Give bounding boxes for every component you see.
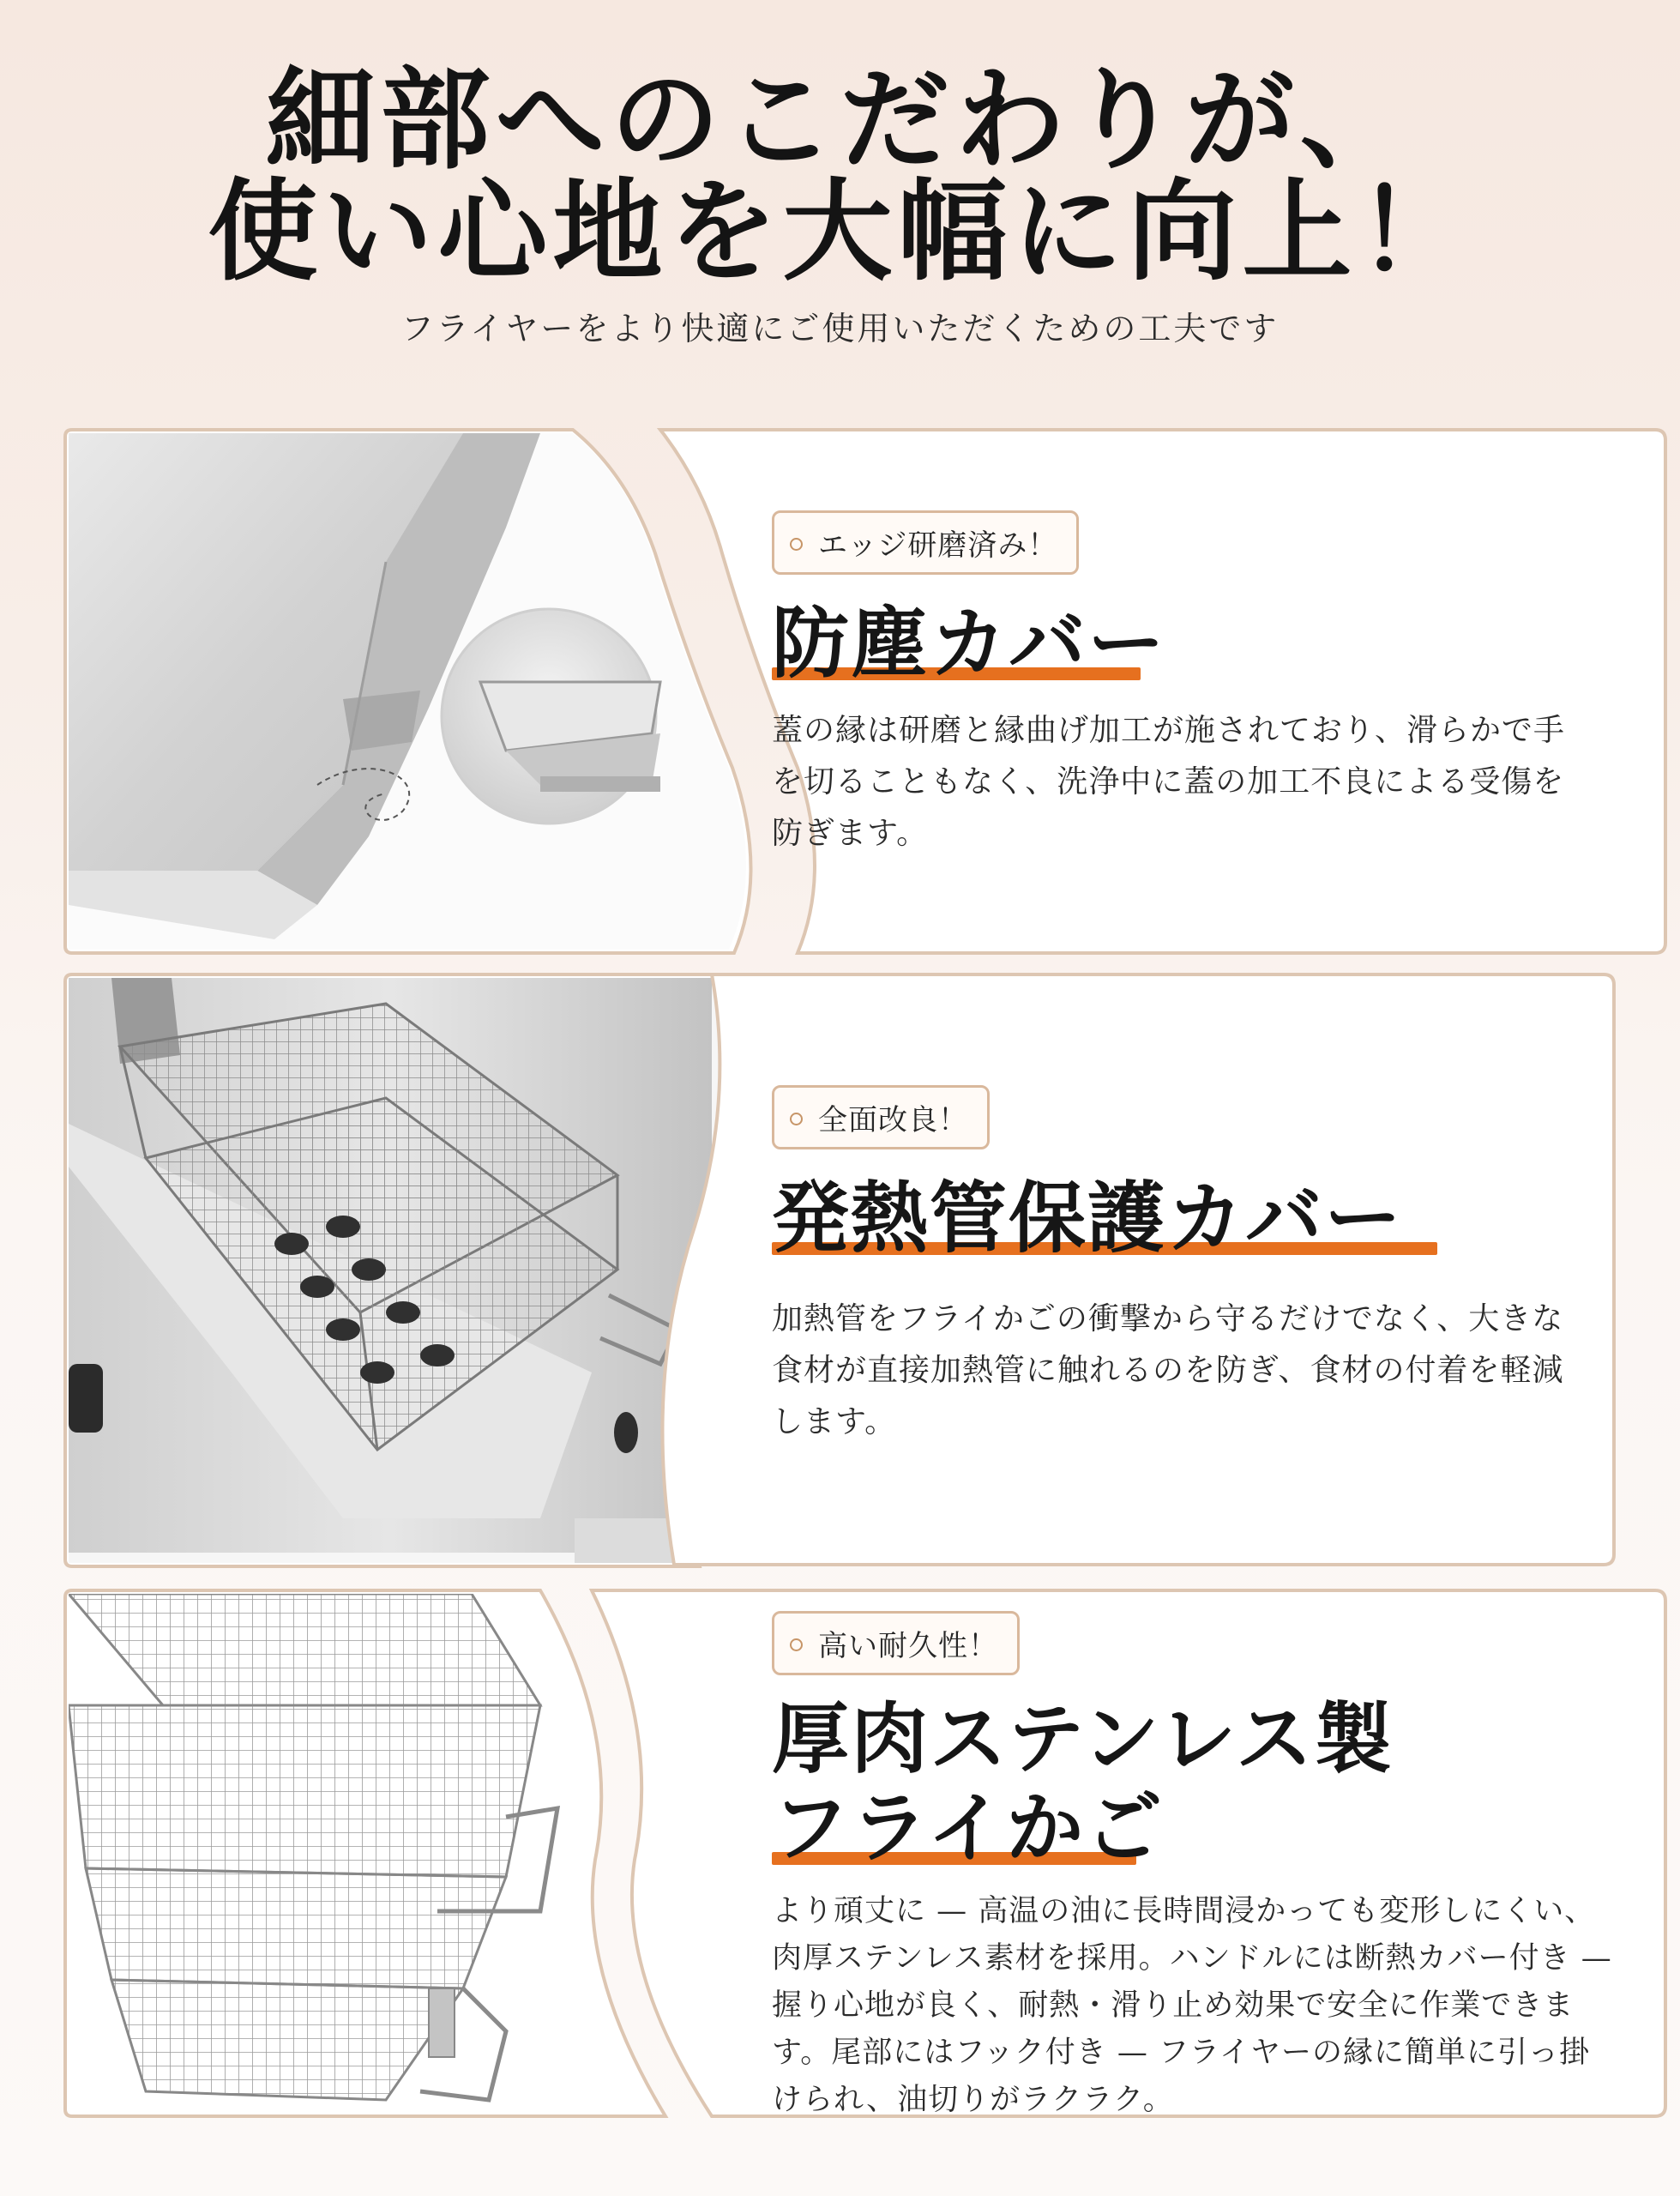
badge-label: 高い耐久性！ — [818, 1629, 998, 1663]
fry-basket-image — [60, 1585, 677, 2121]
badge-label: エッジ研磨済み！ — [818, 528, 1058, 563]
page-header — [0, 0, 1680, 403]
feature-description: 蓋の縁は研磨と縁曲げ加工が施されており、滑らかで手を切ることもなく、洗浄中に蓋の加工不良による受傷を防ぎます。 — [772, 713, 1566, 851]
page-title-line-1: 細部へのこだわりが、 — [265, 56, 1415, 184]
feature-heading — [772, 599, 1595, 688]
feature-section-dust-cover — [60, 425, 1619, 958]
circle-bullet-icon — [790, 538, 803, 551]
circle-bullet-icon — [790, 1638, 803, 1651]
page-title-line-2: 使い心地を大幅に向上！ — [208, 167, 1472, 296]
heading-text: 防塵カバー — [772, 598, 1166, 689]
feature-description: 加熱管をフライかごの衝撃から守るだけでなく、大きな食材が直接加熱管に触れるのを防ぎ、食材の付着を軽減します。 — [772, 1301, 1564, 1439]
circle-bullet-icon — [790, 1113, 803, 1125]
section-text — [772, 1085, 1595, 1448]
heading-text-line-2: フライかご — [772, 1783, 1165, 1873]
heading-text: 発熱管保護カバー — [772, 1173, 1403, 1264]
feature-badge — [772, 510, 1079, 575]
feature-section-fry-basket — [60, 1585, 1619, 2121]
feature-badge — [772, 1085, 990, 1149]
section-text — [772, 510, 1595, 860]
page-subtitle: フライヤーをより快適にご使用いただくための工夫です — [400, 310, 1280, 347]
feature-heading — [772, 1173, 1595, 1263]
feature-badge — [772, 1611, 1020, 1675]
section-text — [772, 1611, 1612, 2124]
heater-guard-image — [60, 969, 746, 1570]
feature-heading — [772, 1694, 1595, 1783]
badge-label: 全面改良！ — [818, 1103, 968, 1137]
feature-description: より頑丈に — 高温の油に長時間浸かっても変形しにくい、肉厚ステンレス素材を採用。ハンドルには断熱カバー付き — 握り心地が良く、耐熱・滑り止め効果で安全に作業できます。尾部にはフック付き — フライヤーの縁に簡単に引っ掛けられ、油切りがラクラク。 — [772, 1894, 1612, 2117]
feature-section-heater-guard — [60, 969, 1619, 1570]
feature-heading-line-2 — [772, 1783, 1595, 1873]
dust-cover-image — [60, 425, 763, 958]
heading-text-line-1: 厚肉ステンレス製 — [772, 1693, 1394, 1784]
